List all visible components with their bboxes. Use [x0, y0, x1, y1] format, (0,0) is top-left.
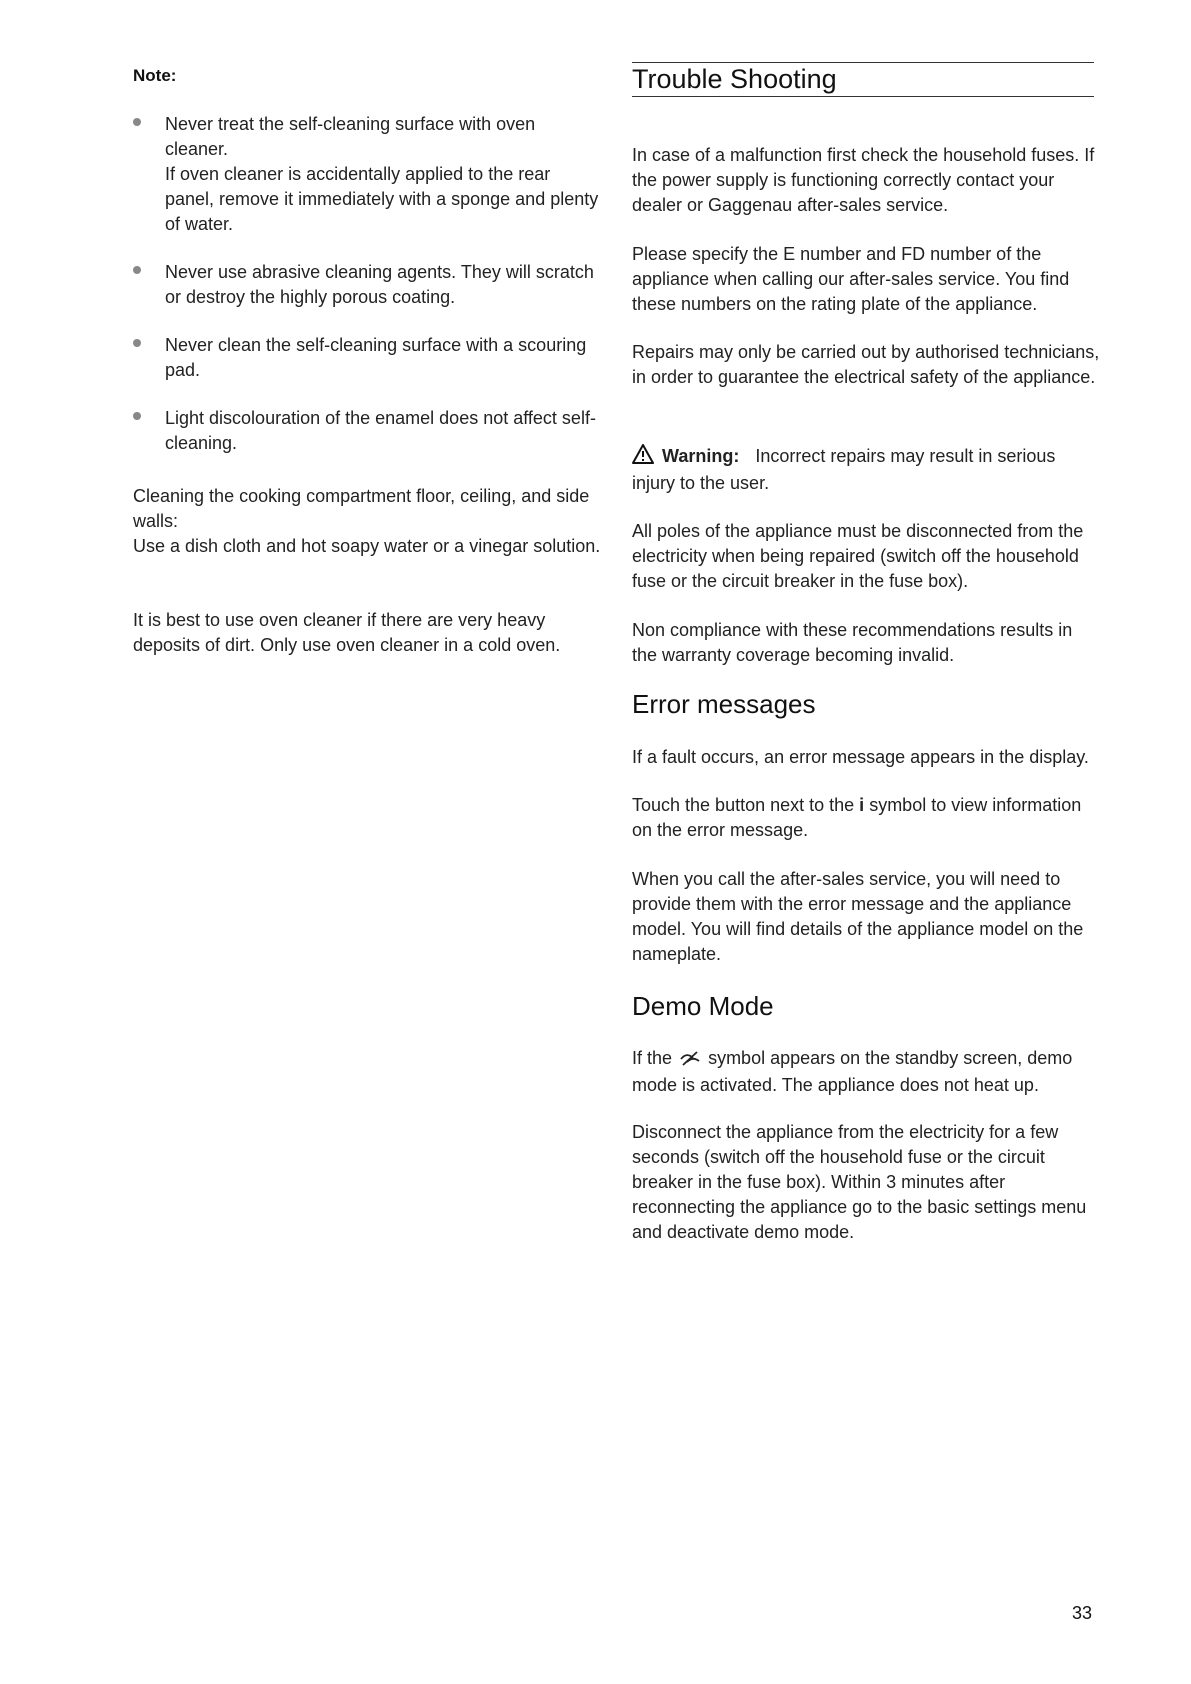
e-number-paragraph: Please specify the E number and FD number of the appliance when calling our after-sales service. You find these numbers on the rating plate of the appliance. — [632, 244, 1070, 314]
demo-text-before: If the — [632, 1048, 673, 1068]
demo-mode-title: Demo Mode — [632, 991, 774, 1021]
warning-paragraph — [632, 444, 1102, 496]
bullet-dot-icon — [133, 266, 141, 274]
cleaning-paragraph — [133, 484, 603, 559]
bullet-text-continued: If oven cleaner is accidentally applied to the rear panel, remove it immediately with a sponge and plenty of water. — [165, 164, 599, 234]
deactivate-demo-paragraph: Disconnect the appliance from the electricity for a few seconds (switch off the household fuse or the circuit breaker in the fuse box). Within 3 minutes after reconnecting the appliance go to the basic settings menu and deactivate demo mode. — [632, 1122, 1087, 1242]
page-number: 33 — [1072, 1603, 1093, 1623]
info-text-after: symbol to view information on the error message. — [632, 795, 1082, 840]
disconnect-paragraph: All poles of the appliance must be disconnected from the electricity when being repaired (switch off the household fuse or the circuit breaker in the fuse box). — [632, 521, 1084, 591]
list-item — [133, 406, 603, 456]
info-symbol-icon: i — [859, 795, 865, 815]
bullet-dot-icon — [133, 339, 141, 347]
list-item — [133, 333, 603, 383]
oven-cleaner-paragraph: It is best to use oven cleaner if there are very heavy deposits of dirt. Only use oven cleaner in a cold oven. — [133, 610, 561, 655]
cleaning-text: Use a dish cloth and hot soapy water or a vinegar solution. — [133, 536, 601, 556]
warranty-paragraph: Non compliance with these recommendations results in the warranty coverage becoming invalid. — [632, 620, 1073, 665]
bullet-text: Never clean the self-cleaning surface with a scouring pad. — [165, 335, 587, 380]
note-label: Note: — [133, 66, 177, 85]
bullet-dot-icon — [133, 118, 141, 126]
cleaning-heading: Cleaning the cooking compartment floor, ceiling, and side walls: — [133, 486, 590, 531]
fault-paragraph: If a fault occurs, an error message appears in the display. — [632, 747, 1089, 767]
demo-mode-symbol-icon — [679, 1048, 701, 1073]
demo-symbol-paragraph — [632, 1046, 1102, 1098]
warning-label: Warning: — [662, 446, 740, 466]
info-text-before: Touch the button next to the — [632, 795, 860, 815]
list-item — [133, 112, 603, 237]
trouble-shooting-title: Trouble Shooting — [632, 64, 837, 94]
bullet-text: Never use abrasive cleaning agents. They will scratch or destroy the highly porous coating. — [165, 262, 594, 307]
list-item — [133, 260, 603, 310]
warning-text: Incorrect repairs may result in serious injury to the user. — [632, 446, 1056, 493]
error-messages-title: Error messages — [632, 689, 816, 719]
demo-text-after: symbol appears on the standby screen, demo mode is activated. The appliance does not heat up. — [632, 1048, 1073, 1095]
note-bullet-list — [133, 112, 603, 479]
info-button-paragraph — [632, 793, 1102, 843]
fuses-paragraph: In case of a malfunction first check the household fuses. If the power supply is functioning correctly contact your dealer or Gaggenau after-sales service. — [632, 145, 1095, 215]
bullet-text: Never treat the self-cleaning surface with oven cleaner. — [165, 114, 536, 159]
bullet-text: Light discolouration of the enamel does not affect self-cleaning. — [165, 408, 596, 453]
warning-triangle-icon — [632, 444, 654, 471]
repairs-paragraph: Repairs may only be carried out by authorised technicians, in order to guarantee the electrical safety of the appliance. — [632, 342, 1100, 387]
title-rule-bottom — [632, 96, 1094, 97]
after-sales-paragraph: When you call the after-sales service, you will need to provide them with the error message and the appliance model. You will find details of the appliance model on the nameplate. — [632, 869, 1084, 964]
bullet-dot-icon — [133, 412, 141, 420]
